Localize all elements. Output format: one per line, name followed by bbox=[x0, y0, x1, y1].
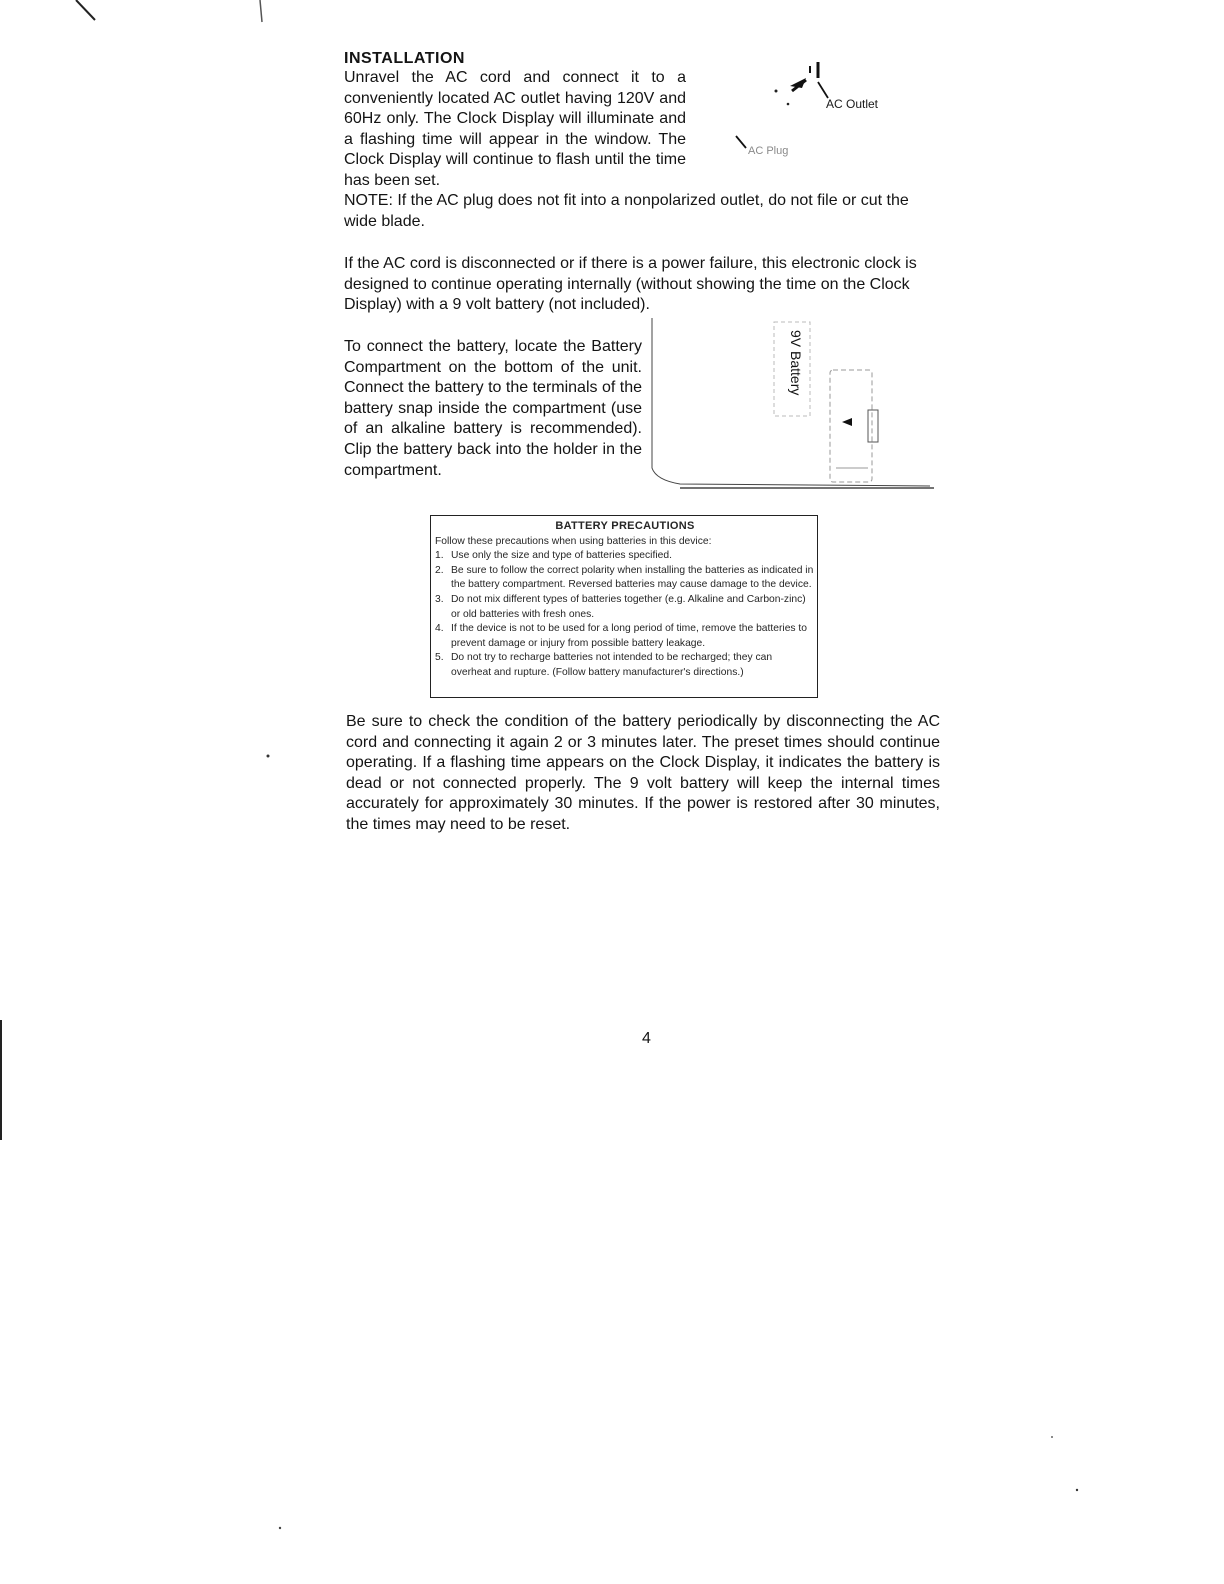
list-item: 1. Use only the size and type of batteries specified. bbox=[435, 550, 672, 562]
list-item: 3. Do not mix different types of batteries together (e.g. Alkaline and Carbon-zinc) or old batteries with fresh ones. bbox=[435, 593, 806, 620]
install-paragraph: Unravel the AC cord and connect it to a conveniently located AC outlet having 120V and 60Hz only. The Clock Display will illuminate and a flashing time will appear in the window. The Clock Display will continue to flash until the time has been set. bbox=[344, 69, 686, 189]
page-number: 4 bbox=[642, 1030, 651, 1047]
precautions-title: BATTERY PRECAUTIONS bbox=[555, 520, 695, 532]
ac-plug-label: AC Plug bbox=[748, 145, 789, 157]
precautions-intro: Follow these precautions when using batteries in this device: bbox=[435, 535, 712, 547]
section-heading: INSTALLATION bbox=[344, 50, 465, 67]
list-item: 2. Be sure to follow the correct polarity when installing the batteries as indicated in the battery compartment. Reversed batteries may cause damage to the device. bbox=[435, 564, 814, 591]
list-item: 5. Do not try to recharge batteries not intended to be recharged; they can overheat and rupture. (Follow battery manufacturer's directions.) bbox=[435, 652, 773, 678]
battery-precautions-box bbox=[430, 515, 818, 698]
list-item: 4. If the device is not to be used for a long period of time, remove the batteries to prevent damage or injury from possible battery leakage. bbox=[435, 623, 808, 649]
power-failure-paragraph: If the AC cord is disconnected or if there is a power failure, this electronic clock is designed to continue operating internally (without showing the time on the Clock Display) with a 9 volt battery (not included). bbox=[344, 255, 917, 314]
battery-check-paragraph: Be sure to check the condition of the battery periodically by disconnecting the AC cord and connecting it again 2 or 3 minutes later. The preset times should continue operating. If a flashing time appears on the Clock Display, it indicates the battery is dead or not connected properly. The 9 volt battery will keep the internal times accurately for approximately 30 minutes. If the power is restored after 30 minutes, the times may need to be reset. bbox=[346, 713, 940, 833]
note-paragraph: NOTE: If the AC plug does not fit into a nonpolarized outlet, do not file or cut the wide blade. bbox=[344, 192, 909, 230]
precautions-list bbox=[435, 549, 815, 680]
ac-outlet-label: AC Outlet bbox=[826, 97, 879, 111]
battery-label: 9V Battery bbox=[788, 330, 804, 396]
battery-connect-paragraph: To connect the battery, locate the Battery Compartment on the bottom of the unit. Connect the battery to the terminals of the battery snap inside the compartment (use of an alkaline battery is recommended). Clip the battery back into the holder in the compartment. bbox=[344, 338, 642, 479]
